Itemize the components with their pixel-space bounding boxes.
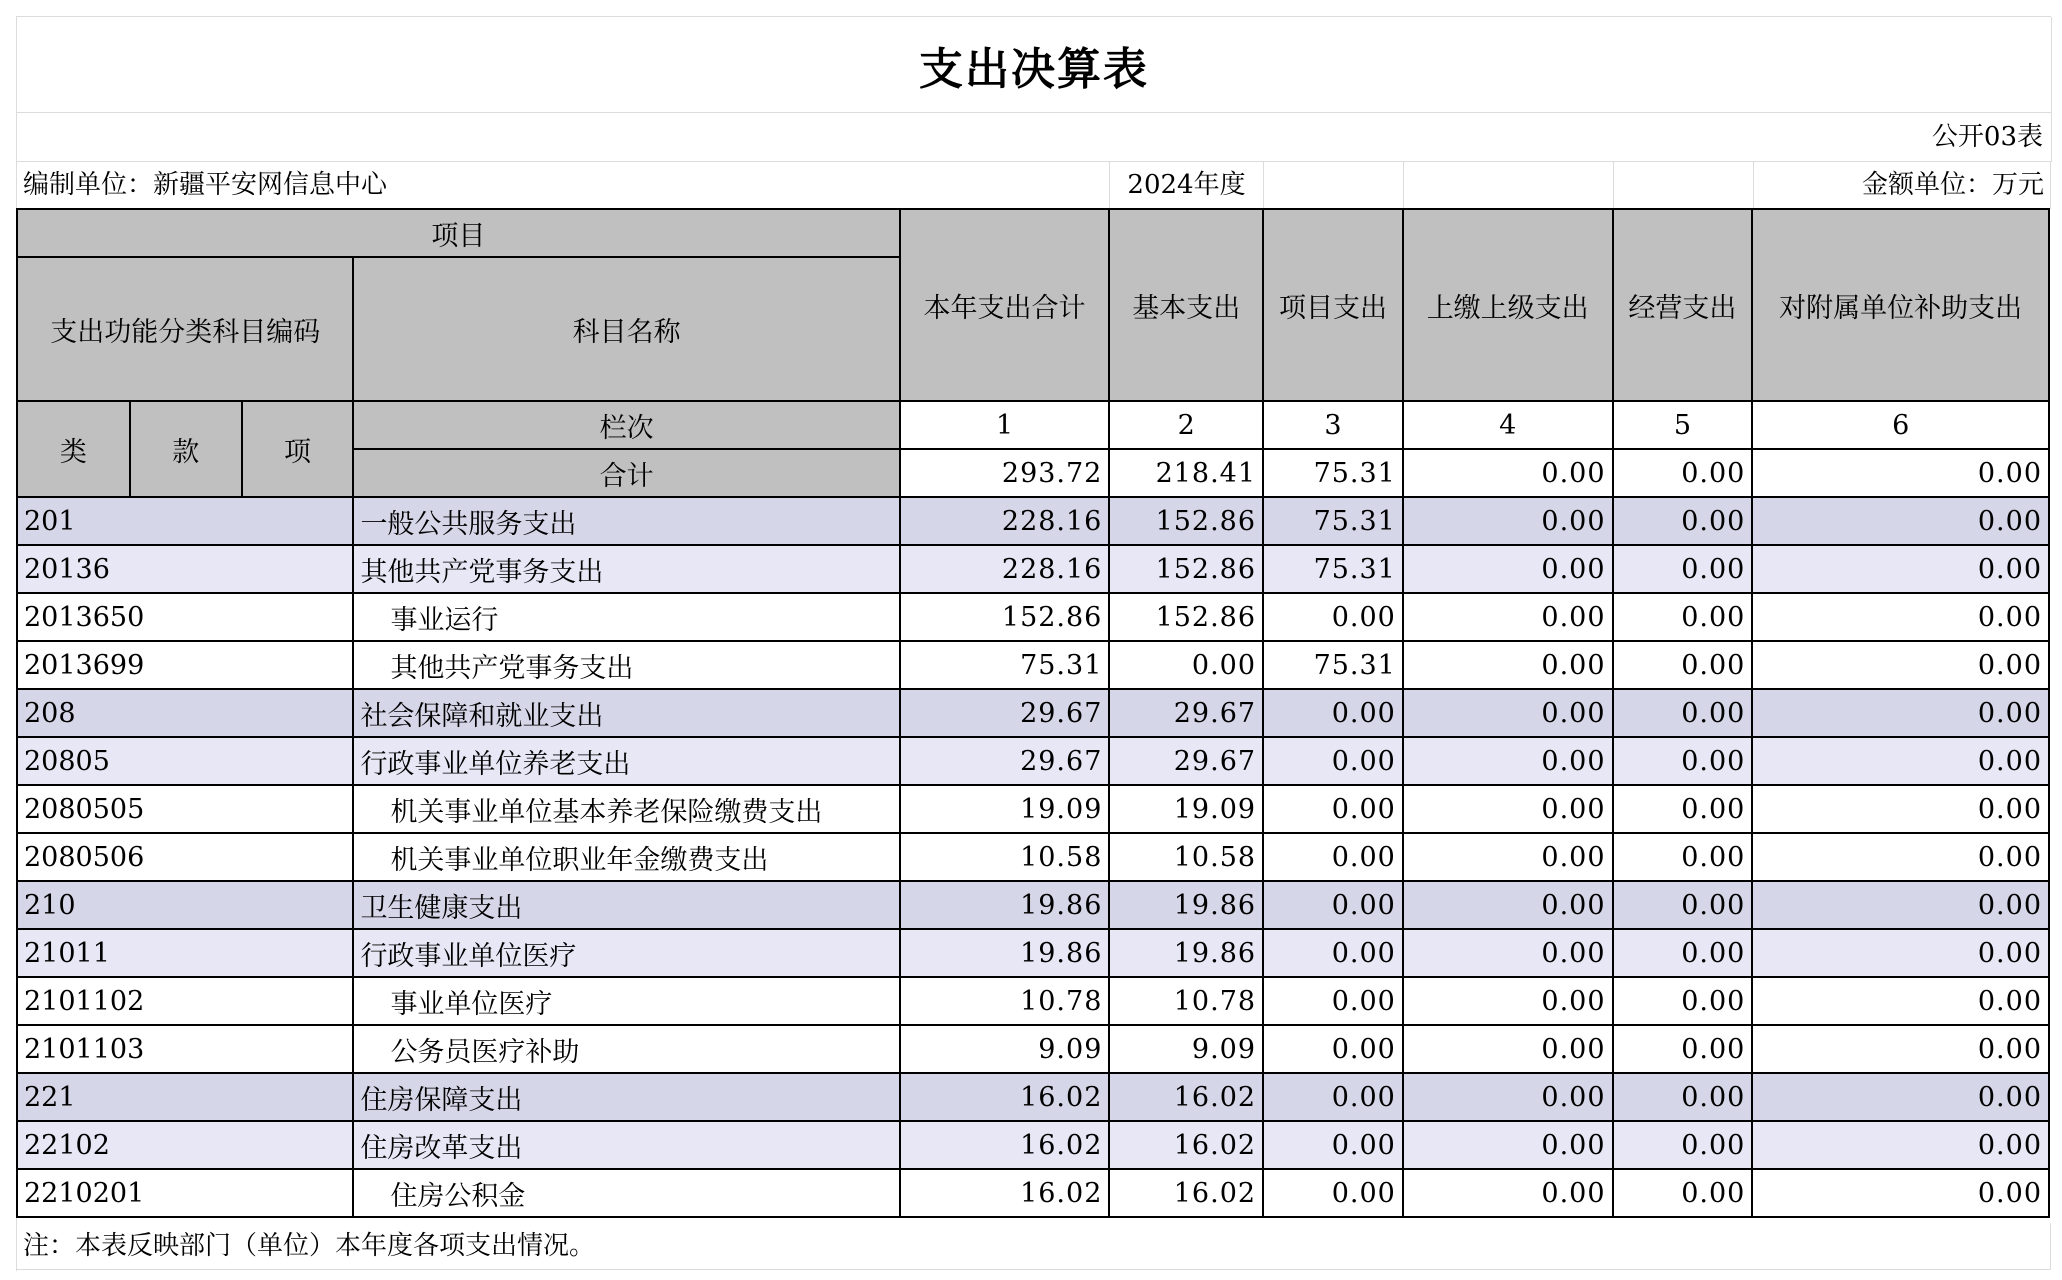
amount-cell: 0.00 xyxy=(1613,785,1753,833)
amount-cell: 228.16 xyxy=(900,545,1110,593)
amount-cell: 0.00 xyxy=(1752,833,2049,881)
column-number: 1 xyxy=(900,401,1110,449)
subject-code: 210 xyxy=(17,881,353,929)
subject-name: 其他共产党事务支出 xyxy=(353,641,899,689)
subject-name: 行政事业单位医疗 xyxy=(353,929,899,977)
amount-cell: 75.31 xyxy=(1263,497,1403,545)
table-row xyxy=(17,1073,2049,1121)
amount-cell: 0.00 xyxy=(1263,689,1403,737)
subject-code: 2080506 xyxy=(17,833,353,881)
amount-cell: 16.02 xyxy=(1109,1121,1263,1169)
amount-cell: 0.00 xyxy=(1403,545,1613,593)
header-lanci: 栏次 xyxy=(353,401,899,449)
amount-cell: 0.00 xyxy=(1403,641,1613,689)
header-col-subsidy: 对附属单位补助支出 xyxy=(1752,209,2049,401)
header-col-total: 本年支出合计 xyxy=(900,209,1110,401)
amount-cell: 0.00 xyxy=(1263,593,1403,641)
form-number-row xyxy=(17,113,2052,162)
amount-cell: 29.67 xyxy=(1109,689,1263,737)
subject-code: 20136 xyxy=(17,545,353,593)
amount-cell: 0.00 xyxy=(1403,1169,1613,1217)
amount-cell: 0.00 xyxy=(1403,593,1613,641)
column-number: 3 xyxy=(1263,401,1403,449)
amount-cell: 10.78 xyxy=(900,977,1110,1025)
subject-code: 221 xyxy=(17,1073,353,1121)
total-value: 293.72 xyxy=(900,449,1110,497)
amount-cell: 0.00 xyxy=(1613,881,1753,929)
table-row xyxy=(17,689,2049,737)
amount-cell: 0.00 xyxy=(1263,881,1403,929)
amount-cell: 0.00 xyxy=(1752,881,2049,929)
table-row xyxy=(17,641,2049,689)
amount-cell: 0.00 xyxy=(1752,1121,2049,1169)
header-subject-name: 科目名称 xyxy=(353,257,899,401)
amount-cell: 0.00 xyxy=(1752,545,2049,593)
amount-cell: 0.00 xyxy=(1263,1025,1403,1073)
amount-cell: 0.00 xyxy=(1613,977,1753,1025)
table-row xyxy=(17,497,2049,545)
header-item: 项目 xyxy=(17,209,900,257)
amount-cell: 228.16 xyxy=(900,497,1110,545)
amount-cell: 0.00 xyxy=(1752,497,2049,545)
subject-code: 2101102 xyxy=(17,977,353,1025)
total-value: 0.00 xyxy=(1752,449,2049,497)
amount-cell: 16.02 xyxy=(900,1169,1110,1217)
total-value: 0.00 xyxy=(1403,449,1613,497)
amount-cell: 152.86 xyxy=(1109,593,1263,641)
amount-cell: 0.00 xyxy=(1613,689,1753,737)
info-row xyxy=(17,162,2051,210)
amount-cell: 0.00 xyxy=(1752,737,2049,785)
amount-cell: 0.00 xyxy=(1263,833,1403,881)
table-row xyxy=(17,1121,2049,1169)
amount-cell: 0.00 xyxy=(1752,977,2049,1025)
subject-code: 208 xyxy=(17,689,353,737)
subject-name: 公务员医疗补助 xyxy=(353,1025,899,1073)
amount-cell: 0.00 xyxy=(1403,929,1613,977)
amount-cell: 0.00 xyxy=(1263,737,1403,785)
amount-cell: 0.00 xyxy=(1752,785,2049,833)
subject-code: 2210201 xyxy=(17,1169,353,1217)
subject-code: 2013650 xyxy=(17,593,353,641)
table-row xyxy=(17,833,2049,881)
header-kuan: 款 xyxy=(130,401,242,497)
table-row xyxy=(17,785,2049,833)
column-number: 2 xyxy=(1109,401,1263,449)
table-row xyxy=(17,977,2049,1025)
header-heji: 合计 xyxy=(353,449,899,497)
amount-cell: 0.00 xyxy=(1752,1073,2049,1121)
amount-cell: 0.00 xyxy=(1613,1073,1753,1121)
amount-cell: 16.02 xyxy=(1109,1073,1263,1121)
subject-name: 事业单位医疗 xyxy=(353,977,899,1025)
amount-cell: 0.00 xyxy=(1752,641,2049,689)
amount-cell: 29.67 xyxy=(900,689,1110,737)
amount-cell: 0.00 xyxy=(1403,977,1613,1025)
amount-cell: 0.00 xyxy=(1263,977,1403,1025)
amount-cell: 0.00 xyxy=(1403,1073,1613,1121)
amount-cell: 152.86 xyxy=(900,593,1110,641)
amount-cell: 19.86 xyxy=(900,929,1110,977)
amount-cell: 0.00 xyxy=(1263,1169,1403,1217)
amount-cell: 10.58 xyxy=(1109,833,1263,881)
amount-cell: 19.86 xyxy=(900,881,1110,929)
subject-code: 21011 xyxy=(17,929,353,977)
amount-cell: 75.31 xyxy=(1263,545,1403,593)
amount-cell: 0.00 xyxy=(1613,1025,1753,1073)
subject-name: 一般公共服务支出 xyxy=(353,497,899,545)
subject-name: 其他共产党事务支出 xyxy=(353,545,899,593)
subject-name: 卫生健康支出 xyxy=(353,881,899,929)
compiling-unit: 编制单位：新疆平安网信息中心 xyxy=(17,162,1110,209)
column-number: 5 xyxy=(1613,401,1753,449)
total-value: 75.31 xyxy=(1263,449,1403,497)
subject-code: 20805 xyxy=(17,737,353,785)
amount-cell: 0.00 xyxy=(1403,737,1613,785)
amount-cell: 19.09 xyxy=(900,785,1110,833)
subject-name: 住房公积金 xyxy=(353,1169,899,1217)
subject-name: 住房保障支出 xyxy=(353,1073,899,1121)
header-row xyxy=(17,209,2049,257)
amount-cell: 0.00 xyxy=(1752,593,2049,641)
header-lei: 类 xyxy=(17,401,130,497)
amount-cell: 0.00 xyxy=(1613,1169,1753,1217)
column-number-row xyxy=(17,401,2049,449)
amount-cell: 19.09 xyxy=(1109,785,1263,833)
amount-cell: 0.00 xyxy=(1752,1169,2049,1217)
subject-name: 社会保障和就业支出 xyxy=(353,689,899,737)
table-note: 注：本表反映部门（单位）本年度各项支出情况。 xyxy=(17,1223,2051,1270)
subject-name: 事业运行 xyxy=(353,593,899,641)
amount-cell: 0.00 xyxy=(1403,881,1613,929)
amount-cell: 10.58 xyxy=(900,833,1110,881)
header-col-basic: 基本支出 xyxy=(1109,209,1263,401)
table-row xyxy=(17,737,2049,785)
amount-cell: 0.00 xyxy=(1403,497,1613,545)
table-row xyxy=(17,545,2049,593)
amount-cell: 29.67 xyxy=(1109,737,1263,785)
amount-unit: 金额单位：万元 xyxy=(1754,162,2051,209)
header-xiang: 项 xyxy=(242,401,354,497)
blank-cell xyxy=(1614,162,1754,209)
amount-cell: 16.02 xyxy=(900,1121,1110,1169)
column-number: 4 xyxy=(1403,401,1613,449)
header-col-upper: 上缴上级支出 xyxy=(1403,209,1613,401)
subject-code: 201 xyxy=(17,497,353,545)
table-title: 支出决算表 xyxy=(919,43,1149,95)
amount-cell: 0.00 xyxy=(1613,545,1753,593)
amount-cell: 0.00 xyxy=(1403,1121,1613,1169)
fiscal-year: 2024年度 xyxy=(1110,162,1264,209)
header-col-project: 项目支出 xyxy=(1263,209,1403,401)
amount-cell: 0.00 xyxy=(1613,929,1753,977)
table-row xyxy=(17,593,2049,641)
form-number: 公开03表 xyxy=(1931,122,2043,152)
amount-cell: 0.00 xyxy=(1109,641,1263,689)
subject-name: 机关事业单位职业年金缴费支出 xyxy=(353,833,899,881)
header-col-business: 经营支出 xyxy=(1613,209,1753,401)
table-title-row xyxy=(17,17,2052,113)
amount-cell: 0.00 xyxy=(1403,689,1613,737)
spreadsheet xyxy=(16,16,2051,1271)
amount-cell: 75.31 xyxy=(1263,641,1403,689)
amount-cell: 0.00 xyxy=(1613,641,1753,689)
amount-cell: 19.86 xyxy=(1109,881,1263,929)
table-row xyxy=(17,1169,2049,1217)
amount-cell: 75.31 xyxy=(900,641,1110,689)
amount-cell: 9.09 xyxy=(900,1025,1110,1073)
amount-cell: 152.86 xyxy=(1109,497,1263,545)
blank-cell xyxy=(1404,162,1614,209)
amount-cell: 10.78 xyxy=(1109,977,1263,1025)
amount-cell: 0.00 xyxy=(1752,689,2049,737)
amount-cell: 29.67 xyxy=(900,737,1110,785)
table-row xyxy=(17,881,2049,929)
total-value: 0.00 xyxy=(1613,449,1753,497)
amount-cell: 0.00 xyxy=(1752,929,2049,977)
subject-name: 住房改革支出 xyxy=(353,1121,899,1169)
amount-cell: 0.00 xyxy=(1263,1121,1403,1169)
subject-code: 2080505 xyxy=(17,785,353,833)
subject-code: 2101103 xyxy=(17,1025,353,1073)
amount-cell: 19.86 xyxy=(1109,929,1263,977)
amount-cell: 0.00 xyxy=(1613,593,1753,641)
subject-name: 机关事业单位基本养老保险缴费支出 xyxy=(353,785,899,833)
amount-cell: 0.00 xyxy=(1403,833,1613,881)
subject-code: 2013699 xyxy=(17,641,353,689)
amount-cell: 0.00 xyxy=(1613,497,1753,545)
table-row xyxy=(17,929,2049,977)
amount-cell: 16.02 xyxy=(900,1073,1110,1121)
amount-cell: 0.00 xyxy=(1263,785,1403,833)
subject-name: 行政事业单位养老支出 xyxy=(353,737,899,785)
subject-code: 22102 xyxy=(17,1121,353,1169)
amount-cell: 152.86 xyxy=(1109,545,1263,593)
amount-cell: 0.00 xyxy=(1613,1121,1753,1169)
amount-cell: 0.00 xyxy=(1263,1073,1403,1121)
amount-cell: 0.00 xyxy=(1263,929,1403,977)
total-value: 218.41 xyxy=(1109,449,1263,497)
column-number: 6 xyxy=(1752,401,2049,449)
blank-cell xyxy=(1264,162,1404,209)
amount-cell: 0.00 xyxy=(1613,737,1753,785)
amount-cell: 0.00 xyxy=(1403,785,1613,833)
amount-cell: 0.00 xyxy=(1613,833,1753,881)
header-func-code: 支出功能分类科目编码 xyxy=(17,257,353,401)
amount-cell: 0.00 xyxy=(1752,1025,2049,1073)
table-row xyxy=(17,1025,2049,1073)
amount-cell: 9.09 xyxy=(1109,1025,1263,1073)
amount-cell: 0.00 xyxy=(1403,1025,1613,1073)
table-body xyxy=(17,497,2049,1217)
expenditure-table xyxy=(16,208,2050,1218)
amount-cell: 16.02 xyxy=(1109,1169,1263,1217)
